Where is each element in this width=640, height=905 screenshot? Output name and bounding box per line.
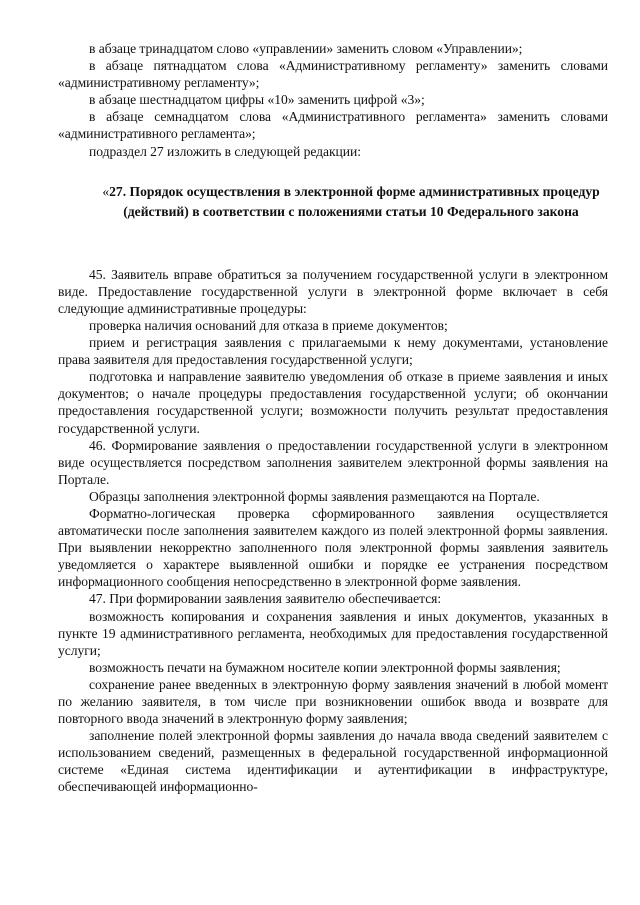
intro-paragraph-3: в абзаце шестнадцатом цифры «10» заменить цифрой «3»; xyxy=(89,92,425,108)
spacer xyxy=(58,223,608,266)
intro-paragraph-1: в абзаце тринадцатом слово «управлении» заменить словом «Управлении»; xyxy=(89,41,523,56)
heading-text: 27. Порядок осуществления в электронной форме административных процедур (действий) в соответствии с положениями статьи 10 Федерального закона xyxy=(109,183,600,220)
document-page xyxy=(58,40,608,796)
body-paragraph-11: сохранение ранее введенных в электронную форму заявления значений в любой момент по желанию заявителя, в том числе при возникновении ошибок ввода и возврате для повторного ввода значений в электронную форму заявления; xyxy=(58,676,608,727)
body-paragraph-9: возможность копирования и сохранения заявления и иных документов, указанных в пункте 19 административного регламента, необходимых для предоставления государственной услуги; xyxy=(58,608,608,658)
intro-paragraph-2: в абзаце пятнадцатом слова «Административному регламенту» заменить словами «административному регламенту»; xyxy=(58,58,608,91)
body-paragraph-7: Форматно-логическая проверка сформированного заявления осуществляется автоматически после заполнения заявителем каждого из полей электронной формы заявления. При выявлении некорректно заполненного поля электронной формы заявления заявитель уведомляется о характере выявленной ошибки и порядке ее устранения посредством информационного сообщения непосредственно в электронной форме заявления. xyxy=(58,505,608,590)
body-paragraph-4: подготовка и направление заявителю уведомления об отказе в приеме заявления и иных документов; о начале процедуры предоставления государственной услуги; об окончании предоставления государственной услуги; возможности получить результат предоставления государственной услуги. xyxy=(58,369,608,436)
body-paragraph-47: 47. При формировании заявления заявителю обеспечивается: xyxy=(89,591,442,607)
body-paragraph-45: 45. Заявитель вправе обратиться за получением государственной услуги в электронном виде. Предоставление государственной услуги в электронной форме включает в себя следующие административные процедуры: xyxy=(58,266,608,316)
body-paragraph-10: возможность печати на бумажном носителе копии электронной формы заявления; xyxy=(89,659,561,675)
intro-paragraph-5: подраздел 27 изложить в следующей редакции: xyxy=(89,143,361,159)
heading-open-quote: « xyxy=(102,183,110,199)
body-paragraph-3: прием и регистрация заявления с прилагаемыми к нему документами, установление права заявителя для предоставления государственной услуги; xyxy=(58,335,608,368)
section-heading xyxy=(98,182,604,223)
body-paragraph-6: Образцы заполнения электронной формы заявления размещаются на Портале. xyxy=(89,488,540,504)
intro-paragraph-4: в абзаце семнадцатом слова «Административного регламента» заменить словами «административного регламента»; xyxy=(58,109,608,142)
body-paragraph-46: 46. Формирование заявления о предоставлении государственной услуги в электронном виде осуществляется посредством заполнения заявителем электронной формы заявления на Портале. xyxy=(58,437,608,487)
body-paragraph-2: проверка наличия оснований для отказа в приеме документов; xyxy=(89,317,448,333)
body-paragraph-12: заполнение полей электронной формы заявления до начала ввода сведений заявителем с использованием сведений, размещенных в федеральной государственной информационной системе «Единая система идентификации и аутентификации в инфраструктуре, обеспечивающей информационно- xyxy=(58,728,608,795)
